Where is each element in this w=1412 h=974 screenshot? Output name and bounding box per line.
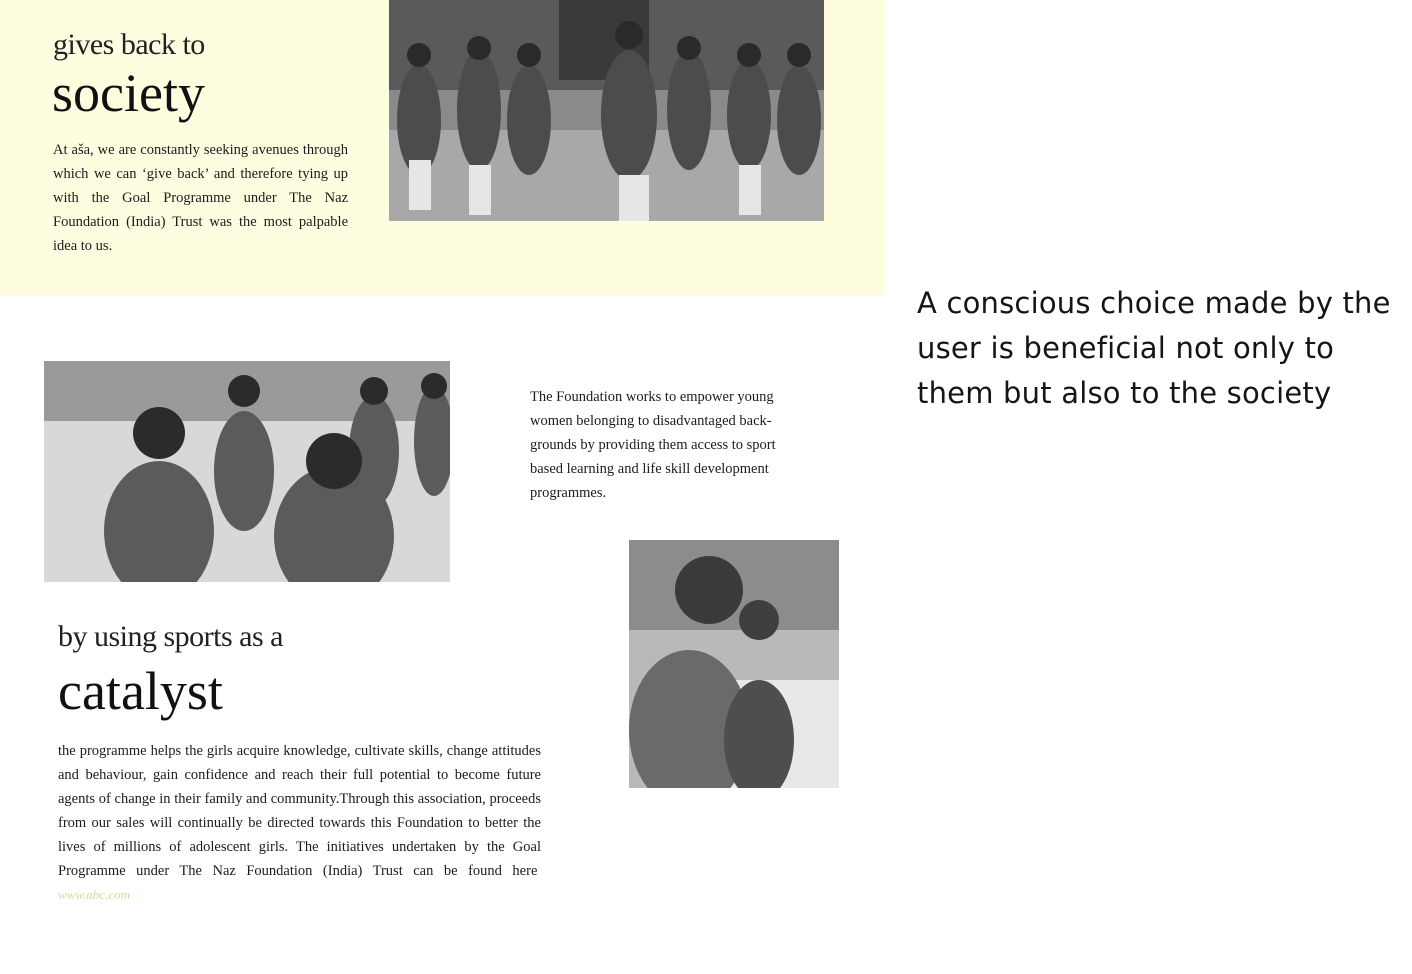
foundation-paragraph: The Foundation works to empower young women belonging to disadvantaged back-grounds by providing them access to sport based learning and life skill development programmes. (530, 389, 776, 501)
side-caption: A conscious choice made by the user is beneficial not only to them but also to the society (917, 286, 1391, 410)
smiling-girls-photo (44, 361, 450, 582)
catalyst-heading-big: catalyst (58, 661, 223, 721)
society-heading-small: gives back to (53, 28, 205, 61)
programme-paragraph-text: the programme helps the girls acquire knowledge, cultivate skills, change attitudes and behaviour, gain confidence and reach their full potential to become future agents of change in their family and community.Through this association, proceeds from our sales will continually be directed towards this Foundation to better the lives of millions of adolescent girls. The initiatives undertaken by the Goal Programme under The Naz Foundation (India) Trust can be found here (58, 743, 541, 879)
catalyst-heading-small: by using sports as a (58, 620, 283, 653)
girls-running-photo (389, 0, 824, 221)
society-heading-big: society (52, 63, 205, 123)
programme-paragraph (58, 739, 541, 907)
coach-portrait-photo (629, 540, 839, 788)
intro-paragraph: At aša, we are constantly seeking avenues through which we can ‘give back’ and therefore tying up with the Goal Programme under The Naz Foundation (India) Trust was the most palpable idea to us. (53, 142, 348, 254)
foundation-link[interactable]: www.abc.com (58, 887, 130, 902)
